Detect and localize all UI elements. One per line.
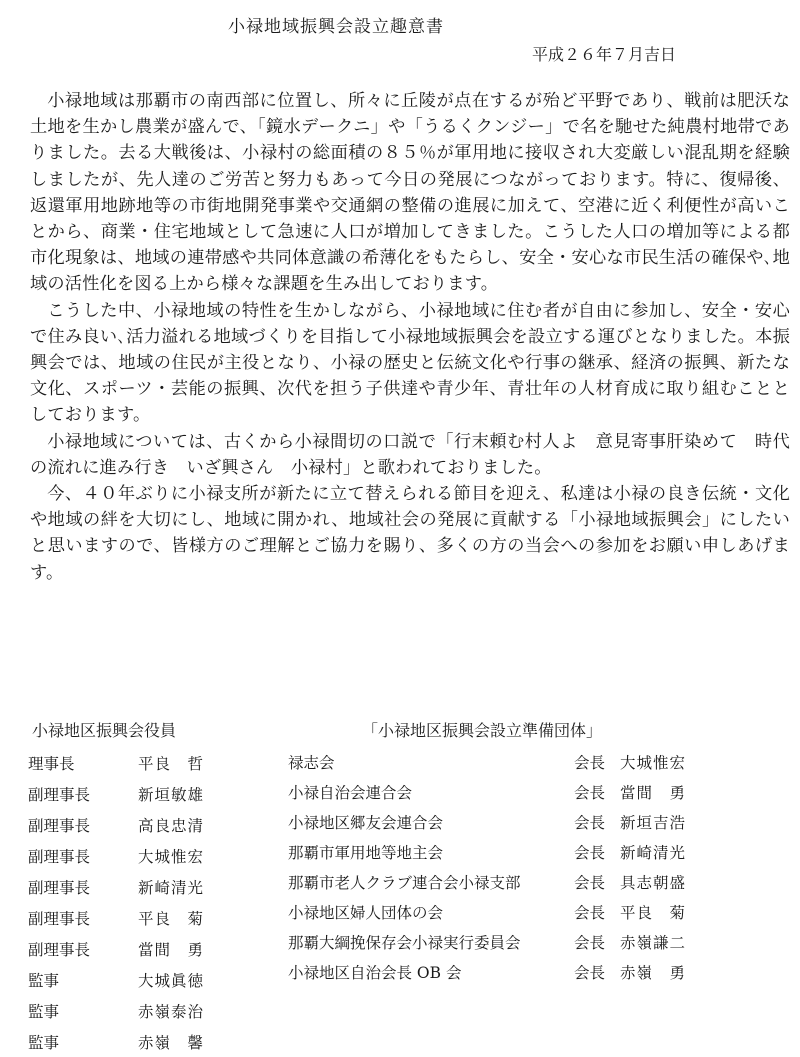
officer-row	[28, 933, 288, 964]
group-role: 会長	[574, 844, 606, 862]
group-organization: 那覇市軍用地等地主会	[288, 844, 444, 862]
officer-role: 副理事長	[28, 940, 91, 959]
group-role: 会長	[574, 964, 606, 982]
officer-role: 理事長	[28, 754, 75, 773]
group-row	[288, 837, 788, 867]
group-leader-name: 當間 勇	[620, 784, 687, 802]
officers-section	[28, 718, 288, 1057]
officer-role: 副理事長	[28, 909, 91, 928]
officer-role: 副理事長	[28, 878, 91, 897]
group-row	[288, 927, 788, 957]
group-organization: 禄志会	[288, 754, 335, 772]
group-row	[288, 897, 788, 927]
group-leader-name: 赤嶺 勇	[620, 964, 687, 982]
group-organization: 小禄自治会連合会	[288, 784, 413, 802]
group-role: 会長	[574, 784, 606, 802]
document-date: 平成２６年７月吉日	[532, 45, 677, 64]
officer-row	[28, 995, 288, 1026]
paragraph: 小禄地域については、古くから小禄間切の口説で「行末頼む村人よ 意見寄事肝染めて 時代の流れに進み行き いざ興さん 小禄村」と歌われておりました。	[30, 431, 790, 478]
officer-name: 當間 勇	[138, 940, 205, 959]
officer-name: 新垣敏雄	[138, 785, 205, 804]
groups-title: 「小禄地区振興会設立準備団体」	[362, 721, 603, 740]
paragraph: 今、４０年ぶりに小禄支所が新たに立て替えられる節目を迎え、私達は小禄の良き伝統・文化や地域の絆を大切にし、地域に開かれ、地域社会の発展に貢献する「小禄地域振興会」にしたいと思いますので、皆様方のご理解とご協力を賜り、多くの方の当会への参加をお願い申しあげます。	[30, 484, 790, 583]
group-organization: 小禄地区自治会長 OB 会	[288, 964, 462, 982]
officer-role: 監事	[28, 971, 60, 990]
officer-row	[28, 964, 288, 995]
officer-name: 赤嶺泰治	[138, 1002, 205, 1021]
group-organization: 小禄地区郷友会連合会	[288, 814, 444, 832]
officer-name: 平良 菊	[138, 909, 205, 928]
group-row	[288, 807, 788, 837]
officer-role: 副理事長	[28, 847, 91, 866]
group-role: 会長	[574, 874, 606, 892]
group-leader-name: 大城惟宏	[620, 754, 687, 772]
group-row	[288, 777, 788, 807]
officer-name: 大城惟宏	[138, 847, 205, 866]
group-organization: 那覇大綱挽保存会小禄実行委員会	[288, 934, 521, 952]
officer-row	[28, 902, 288, 933]
group-row	[288, 747, 788, 777]
group-role: 会長	[574, 754, 606, 772]
group-organization: 小禄地区婦人団体の会	[288, 904, 444, 922]
officer-row	[28, 1026, 288, 1057]
officer-row	[28, 871, 288, 902]
group-role: 会長	[574, 904, 606, 922]
officer-role: 副理事長	[28, 816, 91, 835]
group-role: 会長	[574, 934, 606, 952]
officer-role: 副理事長	[28, 785, 91, 804]
officers-title: 小禄地区振興会役員	[32, 721, 177, 740]
paragraph: 小禄地域は那覇市の南西部に位置し、所々に丘陵が点在するが殆ど平野であり、戦前は肥沃な土地を生かし農業が盛んで、「鏡水デークニ」や「うるくクンジー」で名を馳せた純農村地帯でありました。去る大戦後は、小禄村の総面積の８５％が軍用地に接収され大変厳しい混乱期を経験しましたが、先人達のご労苦と努力もあって今日の発展につながっております。特に、復帰後、返還軍用地跡地等の市街地開発事業や交通網の整備の進展に加えて、空港に近く利便性が高いことから、商業・住宅地域として急速に人口が増加してきました。こうした人口の増加等による都市化現象は、地域の連帯感や共同体意識の希薄化をもたらし、安全・安心な市民生活の確保や､地域の活性化を図る上から様々な課題を生み出しております。	[30, 91, 790, 295]
group-leader-name: 平良 菊	[620, 904, 687, 922]
group-leader-name: 新垣吉浩	[620, 814, 687, 832]
officer-name: 高良忠清	[138, 816, 205, 835]
group-row	[288, 867, 788, 897]
officer-row	[28, 778, 288, 809]
officer-name: 新崎清光	[138, 878, 205, 897]
group-leader-name: 新崎清光	[620, 844, 687, 862]
officer-role: 監事	[28, 1002, 60, 1021]
officer-row	[28, 840, 288, 871]
officer-name: 大城眞徳	[138, 971, 205, 990]
officer-role: 監事	[28, 1033, 60, 1052]
officer-name: 平良 哲	[138, 754, 205, 773]
officer-row	[28, 747, 288, 778]
paragraph: こうした中、小禄地域の特性を生かしながら、小禄地域に住む者が自由に参加し、安全・安心で住み良い､活力溢れる地域づくりを目指して小禄地域振興会を設立する運びとなりました。本振興会では、地域の住民が主役となり、小禄の歴史と伝統文化や行事の継承、経済の振興、新たな文化、スポーツ・芸能の振興、次代を担う子供達や青少年、青壮年の人材育成に取り組むこととしております。	[30, 300, 790, 426]
group-role: 会長	[574, 814, 606, 832]
preparation-groups-section	[288, 718, 788, 987]
officer-name: 赤嶺 馨	[138, 1033, 205, 1052]
document-title: 小禄地域振興会設立趣意書	[228, 17, 444, 37]
body-text	[30, 88, 790, 586]
group-leader-name: 具志朝盛	[620, 874, 687, 892]
group-row	[288, 957, 788, 987]
officer-row	[28, 809, 288, 840]
group-organization: 那覇市老人クラブ連合会小禄支部	[288, 874, 521, 892]
group-leader-name: 赤嶺謙二	[620, 934, 687, 952]
